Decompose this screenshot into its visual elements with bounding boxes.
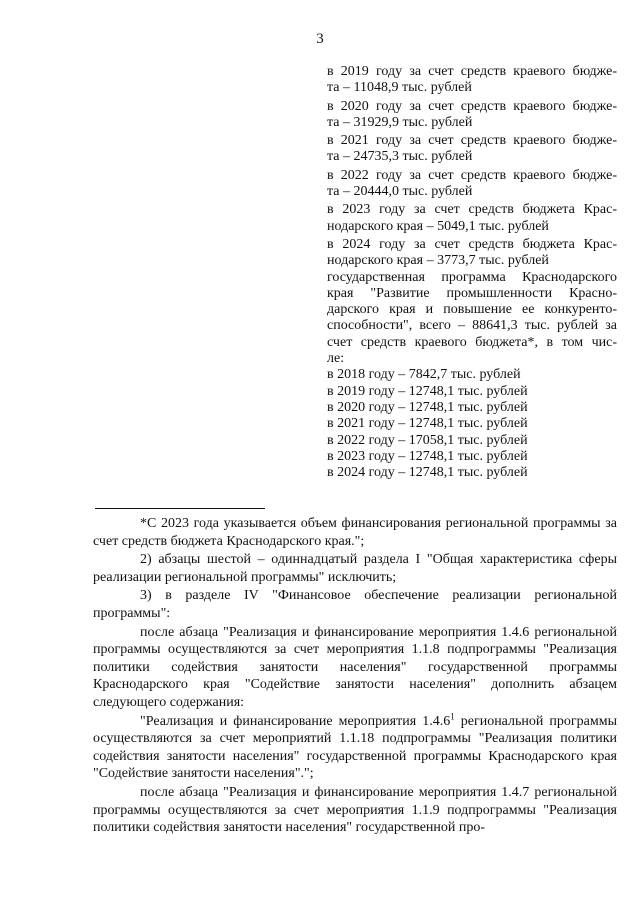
column-line: в 2023 году – 12748,1 тыс. рублей: [327, 448, 528, 464]
inserted-text-start: "Реализация и финансирование мероприятия 1.4.6: [140, 713, 451, 729]
footnote-paragraph: *С 2023 года указывается объем финансирования региональной программы за счет средств бюджета Краснодарского края.";: [93, 516, 617, 549]
column-line: счет средств краевого бюджета*, в том чис-: [327, 334, 617, 350]
amendment-item-2: 2) абзацы шестой – одиннадцатый раздела I "Общая характеристика сферы реализации региональной программы" исключить;: [93, 552, 617, 585]
superscript-mark: 1: [450, 710, 455, 721]
column-line: в 2020 году за счет средств краевого бюдже-: [327, 98, 617, 114]
column-line: та – 24735,3 тыс. рублей: [327, 149, 473, 165]
column-line: в 2022 году – 17058,1 тыс. рублей: [327, 432, 528, 448]
column-line: в 2024 году за счет средств бюджета Крас-: [327, 236, 617, 252]
column-line: в 2019 году за счет средств краевого бюдже-: [327, 64, 617, 79]
column-line: края "Развитие промышленности Красно-: [327, 285, 617, 301]
inserted-paragraph: [93, 710, 617, 783]
amendment-item-3: 3) в разделе IV "Финансовое обеспечение реализации региональной программы":: [93, 588, 617, 621]
funding-column: [327, 64, 617, 481]
footnote-separator: [95, 508, 265, 509]
amendment-paragraph: после абзаца "Реализация и финансирование мероприятия 1.4.6 региональной программы осуществляются за счет мероприятия 1.1.8 подпрограммы "Реализация политики содействия занятости населения" государственной программы Краснодарского края "Содействие занятости населения" дополнить абзацем следующего содержания:: [93, 624, 617, 710]
column-line: способности", всего – 88641,3 тыс. рублей за: [327, 318, 617, 334]
column-line: в 2024 году – 12748,1 тыс. рублей: [327, 465, 528, 481]
column-line: та – 11048,9 тыс. рублей: [327, 80, 472, 96]
column-line: нодарского края – 5049,1 тыс. рублей: [327, 218, 549, 234]
amendment-paragraph-continued: после абзаца "Реализация и финансирование мероприятия 1.4.7 региональной программы осуществляются за счет мероприятия 1.1.9 подпрограммы "Реализация политики содействия занятости населения" государственной про-: [93, 784, 617, 836]
page-number: 3: [316, 31, 324, 47]
document-body: [93, 515, 617, 838]
column-line: в 2020 году – 12748,1 тыс. рублей: [327, 399, 528, 415]
column-line: в 2019 году – 12748,1 тыс. рублей: [327, 383, 528, 399]
column-line: та – 20444,0 тыс. рублей: [327, 184, 473, 200]
column-line: в 2023 году за счет средств бюджета Крас-: [327, 202, 617, 218]
column-line: ле:: [327, 351, 345, 367]
column-line: в 2021 году за счет средств краевого бюдже-: [327, 133, 617, 149]
inserted-text-end: региональной программы осуществляются за счет мероприятий 1.1.18 подпрограммы "Реализация политики содействия занятости населения" государственной программы Краснодарского края "Содействие занятости населения".";: [93, 713, 617, 782]
column-line: государственная программа Краснодарского: [327, 269, 617, 285]
column-line: в 2022 году за счет средств краевого бюдже-: [327, 167, 617, 183]
column-line: нодарского края – 3773,7 тыс. рублей: [327, 253, 549, 269]
column-line: в 2021 году – 12748,1 тыс. рублей: [327, 416, 528, 432]
column-line: в 2018 году – 7842,7 тыс. рублей: [327, 367, 521, 383]
column-line: та – 31929,9 тыс. рублей: [327, 114, 473, 130]
column-line: дарского края и повышение ее конкуренто-: [327, 302, 617, 318]
